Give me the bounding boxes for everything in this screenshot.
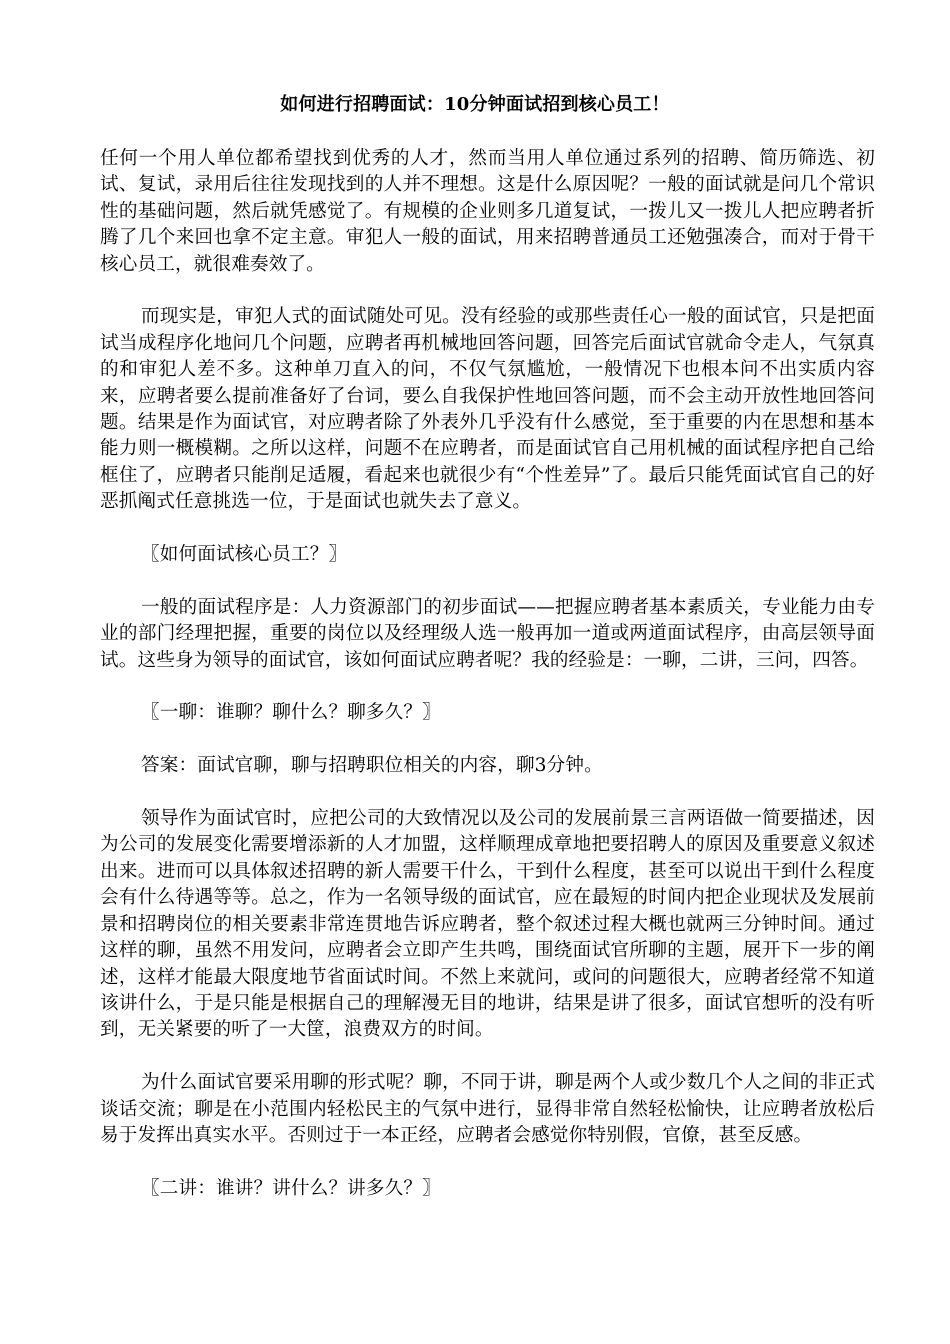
paragraph-answer-chat: 答案：面试官聊，聊与招聘职位相关的内容，聊3分钟。 <box>141 755 603 777</box>
paragraph-reality: 而现实是，审犯人式的面试随处可见。没有经验的或那些责任心一般的面试官，只是把面试当成程序化地问几个问题，应聘者再机械地回答问题，回答完后面试官就命令走人，气氛真的和审犯人差不多。这种单刀直入的问，不仅气氛尴尬，一般情况下也根本问不出实质内容来，应聘者要么提前准备好了台词，要么自我保护性地回答问题，而不会主动开放性地回答问题。结果是作为面试官，对应聘者除了外表外几乎没有什么感觉，至于重要的内在思想和基本能力则一概模糊。之所以这样，问题不在应聘者，而是面试官自己用机械的面试程序把自己给框住了，应聘者只能削足适履，看起来也就很少有“个性差异”了。最后只能凭面试官自己的好恶抓阄式任意挑选一位，于是面试也就失去了意义。 <box>100 306 875 513</box>
paragraph-intro: 任何一个用人单位都希望找到优秀的人才，然而当用人单位通过系列的招聘、简历筛选、初试、复试，录用后往往发现找到的人并不理想。这是什么原因呢？一般的面试就是问几个常识性的基础问题，然后就凭感觉了。有规模的企业则多几道复试，一拨儿又一拨儿人把应聘者折腾了几个来回也拿不定主意。审犯人一般的面试，用来招聘普通员工还勉强凑合，而对于骨干核心员工，就很难奏效了。 <box>100 148 875 275</box>
section-heading-how-to-interview: 〖如何面试核心员工？〗 <box>141 544 348 566</box>
document-title: 如何进行招聘面试：10分钟面试招到核心员工！ <box>280 94 670 115</box>
paragraph-leader-chat: 领导作为面试官时，应把公司的大致情况以及公司的发展前景三言两语做一简要描述，因为公司的发展变化需要增添新的人才加盟，这样顺理成章地把要招聘人的原因及重要意义叙述出来。进而可以具体叙述招聘的新人需要干什么，干到什么程度，甚至可以说出干到什么程度会有什么待遇等等。总之，作为一名领导级的面试官，应在最短的时间内把企业现状及发展前景和招聘岗位的相关要素非常连贯地告诉应聘者，整个叙述过程大概也就两三分钟时间。通过这样的聊，虽然不用发问，应聘者会立即产生共鸣，围绕面试官所聊的主题，展开下一步的阐述，这样才能最大限度地节省面试时间。不然上来就问，或问的问题很大，应聘者经常不知道该讲什么，于是只能是根据自己的理解漫无目的地讲，结果是讲了很多，面试官想听的没有听到，无关紧要的听了一大筐，浪费双方的时间。 <box>100 808 875 1041</box>
document-body <box>100 146 875 1229</box>
paragraph-general-procedure: 一般的面试程序是：人力资源部门的初步面试——把握应聘者基本素质关，专业能力由专业的部门经理把握，重要的岗位以及经理级人选一般再加一道或两道面试程序，由高层领导面试。这些身为领导的面试官，该如何面试应聘者呢？我的经验是：一聊，二讲，三问，四答。 <box>100 596 875 671</box>
section-heading-chat: 〖一聊：谁聊？聊什么？聊多久？〗 <box>141 702 441 724</box>
section-heading-talk: 〖二讲：谁讲？讲什么？讲多久？〗 <box>141 1177 441 1199</box>
paragraph-why-chat: 为什么面试官要采用聊的形式呢？聊，不同于讲，聊是两个人或少数几个人之间的非正式谈话交流；聊是在小范围内轻松民主的气氛中进行，显得非常自然轻松愉快，让应聘者放松后易于发挥出真实水平。否则过于一本正经，应聘者会感觉你特别假，官僚，甚至反感。 <box>100 1072 875 1146</box>
